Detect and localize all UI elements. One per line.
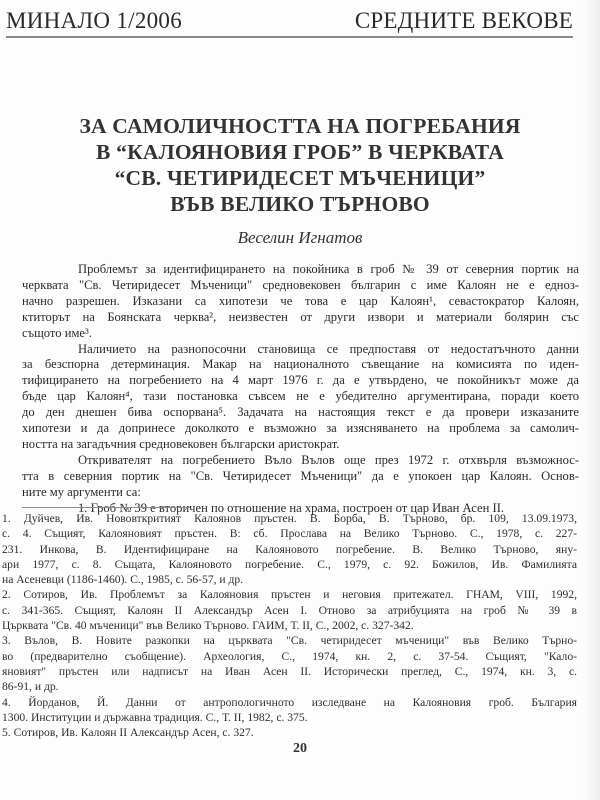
body-line: начно разрешен. Изказани са хипотези че това е цар Калоян¹, севастократор Калоян, (22, 293, 579, 308)
footnote-line: 231. Инкова, В. Идентифициране на Калояновото погребение. В. Велико Търново, яну- (2, 542, 577, 556)
page-number: 20 (293, 741, 307, 756)
body-line: за безспорна детерминация. Макар на националното съвещание на комисията по иден- (22, 357, 579, 372)
body-line: Откривателят на погребението Вълo Вълов още през 1972 г. отхвърля възможнос- (78, 452, 579, 467)
article-body (22, 262, 579, 517)
body-line: бъде цар Калоян⁴, тази постановка съвсем не е убедително аргументирана, поради което (22, 389, 579, 404)
footnote-line: с. 341-365. Същият, Калоян II Александър Асен I. Отново за атрибуцията на гроб № 39 в (2, 603, 577, 617)
footnote-line: с. 4. Същият, Калояновият пръстен. В: сб. Прослава на Велико Търново. С., 1978, с. 227- (2, 527, 577, 541)
footnote-line: ари 1977, с. 8. Същата, Калояновото погребение. С., 1979, с. 92. Божилов, Ив. Фамилията (2, 557, 577, 571)
footnote-line: на Асеневци (1186-1460). С., 1985, с. 56-57, и др. (2, 573, 244, 587)
footnote-line: Църквата "Св. 40 мъченици" във Велико Търново. ГАИМ, Т. II, С., 2002, с. 327-342. (2, 619, 414, 633)
body-line: ността на загадъчния средновековен български аристократ. (22, 436, 340, 451)
journal-issue: МИНАЛО 1/2006 (6, 8, 183, 33)
footnote-line: 1300. Институции и държавна традиция. С., Т. II, 1982, с. 375. (2, 710, 308, 724)
footnote-divider (22, 507, 190, 508)
body-line: ктиторът на Боянската черква², неизвестен от други извори и материали болярин със (22, 309, 579, 324)
section-name: СРЕДНИТЕ ВЕКОВЕ (354, 8, 573, 33)
footnote-line: 3. Вълов, В. Новите разкопки на църквата "Св. четиридесет мъченици" във Велико Търно- (2, 634, 577, 648)
body-line: Проблемът за идентифицирането на покойника в гроб № 39 от северния портик на (78, 262, 579, 276)
footnote-line: 5. Сотиров, Ив. Калоян II Александър Асен, с. 327. (2, 726, 254, 740)
body-line: същото име³. (22, 325, 92, 340)
scan-edge-shadow (582, 0, 600, 800)
footnote-line: во (предварително съобщение). Археология, С., 1974, кн. 2, с. 37-54. Същият, "Кало- (2, 649, 577, 663)
footnote-line: 1. Дуйчев, Ив. Нововткритият Калоянов пръстен. В. Борба, В. Търново, бр. 109, 13.09.1973, (2, 512, 577, 525)
body-line: черквата "Св. Четиридесет Мъченици" средновековен българин с име Калоян не е еднoз- (22, 277, 579, 292)
title-line: В “КАЛОЯНОВИЯ ГРОБ” В ЧЕРКВАТА (96, 140, 504, 164)
body-line: до ден днешен бива оспорвана⁵. Задачата на настоящия текст е да провери изказаните (22, 405, 579, 420)
title-line: “СВ. ЧЕТИРИДЕСЕТ МЪЧЕНИЦИ” (114, 166, 486, 190)
footnote-line: 4. Йорданов, Й. Данни от антропологичното изследване на Калояновия гроб. България (2, 695, 577, 709)
footnotes (2, 511, 577, 740)
title-line: ЗА САМОЛИЧНОСТТА НА ПОГРЕБАНИЯ (79, 114, 521, 138)
body-line: 1. Гроб № 39 е вторичен по отношение на храма, построен от цар Иван Асен II. (78, 500, 505, 515)
article-author: Веселин Игнатов (237, 228, 363, 247)
body-line: хипотези и да допринесе доколкото е възможно за изясняването на проблема за самолич- (22, 421, 579, 436)
body-line: тта в северния портик на "Св. Четиридесет Мъченици" да е упокоен цар Калоян. Основ- (22, 468, 579, 483)
footnote-line: яновият" пръстен или надписът на Иван Асен II. Исторически преглед, С., 1974, кн. 3, с. (2, 664, 577, 678)
running-header (6, 6, 573, 38)
title-line: ВЪВ ВЕЛИКО ТЪРНОВО (170, 192, 430, 216)
article-title (20, 113, 580, 217)
footnote-line: 86-91, и др. (2, 680, 59, 694)
body-line: Наличието на разнопосочни становища се предпоставя от недостатъчното данни (78, 341, 579, 356)
footnote-line: 2. Сотиров, Ив. Проблемът за Калояновия пръстен и неговия притежател. ГНАМ, VIII, 1992, (2, 588, 577, 602)
body-line: ните му аргументи са: (22, 484, 141, 499)
body-line: тифицирането на погребението на 4 март 1976 г. да е утвърдено, че покойникът може да (22, 373, 579, 388)
